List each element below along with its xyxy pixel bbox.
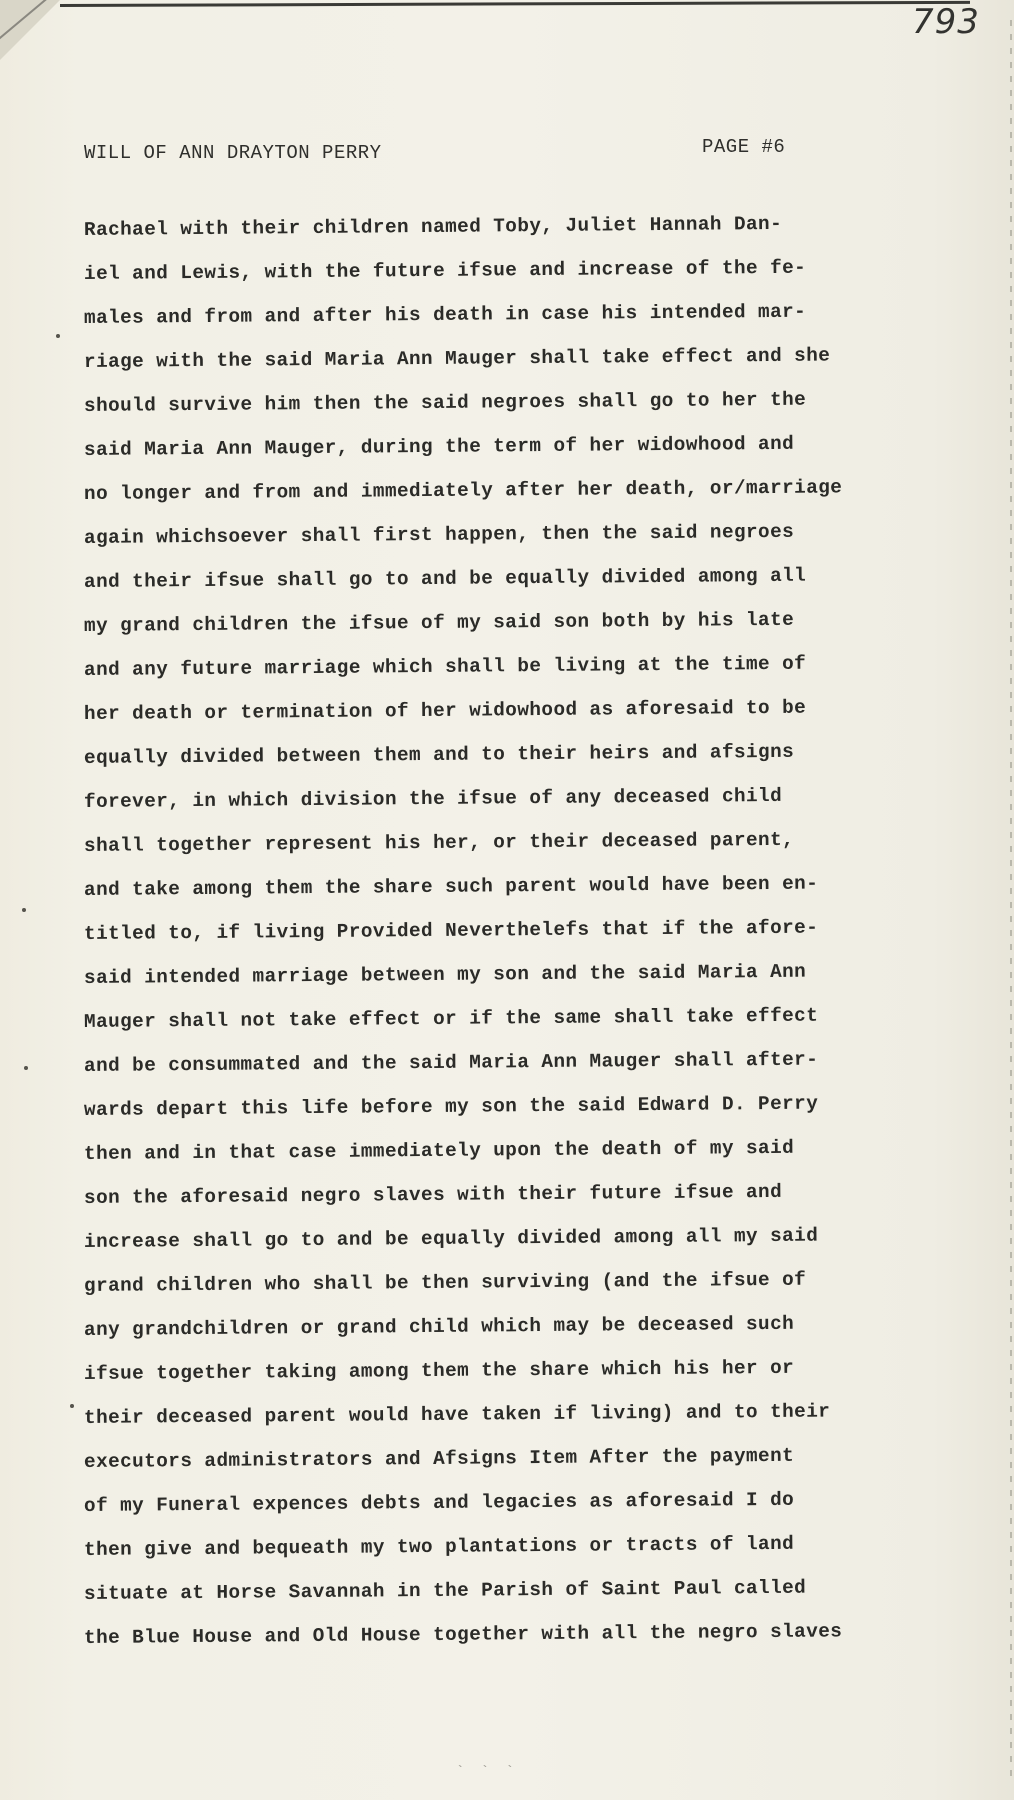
text-line: and any future marriage which shall be living at the time of <box>83 652 807 681</box>
text-line: again whichsoever shall first happen, then the said negroes <box>83 520 795 549</box>
text-line: and their ifsue shall go to and be equally divided among all <box>83 564 807 593</box>
text-line: ifsue together taking among them the share which his her or <box>83 1356 795 1385</box>
margin-mark <box>22 908 26 912</box>
text-line: said intended marriage between my son and the said Maria Ann <box>83 960 807 989</box>
text-line: Rachael with their children named Toby, Juliet Hannah Dan- <box>83 212 783 241</box>
margin-mark <box>70 1404 74 1408</box>
text-line: situate at Horse Savannah in the Parish of Saint Paul called <box>83 1576 807 1605</box>
text-line: then give and bequeath my two plantations or tracts of land <box>83 1532 795 1561</box>
text-line: her death or termination of her widowhood as aforesaid to be <box>83 696 807 725</box>
margin-mark <box>24 1066 28 1070</box>
text-line: said Maria Ann Mauger, during the term of her widowhood and <box>83 432 795 461</box>
text-line: of my Funeral expences debts and legacies as aforesaid I do <box>83 1488 795 1517</box>
top-rule <box>60 1 970 7</box>
text-line: wards depart this life before my son the said Edward D. Perry <box>83 1092 819 1121</box>
document-title: WILL OF ANN DRAYTON PERRY <box>84 142 382 164</box>
footer-marks: ` ` ` <box>456 1764 519 1780</box>
text-line: riage with the said Maria Ann Mauger shall take effect and she <box>83 344 831 373</box>
text-line: the Blue House and Old House together with all the negro slaves <box>83 1620 843 1649</box>
text-line: and take among them the share such parent would have been en- <box>83 872 819 901</box>
text-line: grand children who shall be then surviving (and the ifsue of <box>83 1268 807 1297</box>
text-line: males and from and after his death in case his intended mar- <box>83 300 807 329</box>
text-line: any grandchildren or grand child which may be deceased such <box>83 1312 795 1341</box>
text-line: iel and Lewis, with the future ifsue and increase of the fe- <box>83 256 807 285</box>
text-line: shall together represent his her, or their deceased parent, <box>83 828 795 857</box>
text-line: equally divided between them and to their heirs and afsigns <box>83 740 795 769</box>
text-line: no longer and from and immediately after her death, or/marriage <box>83 476 843 505</box>
page-label: PAGE #6 <box>702 136 786 158</box>
text-line: then and in that case immediately upon the death of my said <box>83 1136 795 1165</box>
text-line: their deceased parent would have taken if living) and to their <box>83 1400 831 1429</box>
body-text <box>84 208 964 1660</box>
page-edge <box>1010 20 1012 1780</box>
text-line: increase shall go to and be equally divided among all my said <box>83 1224 819 1253</box>
text-line: Mauger shall not take effect or if the same shall take effect <box>83 1004 819 1033</box>
text-line: forever, in which division the ifsue of any deceased child <box>83 784 783 813</box>
text-line: should survive him then the said negroes shall go to her the <box>83 388 807 417</box>
text-line: executors administrators and Afsigns Item After the payment <box>83 1444 795 1473</box>
page-number: 793 <box>912 2 980 42</box>
text-line: titled to, if living Provided Neverthelefs that if the afore- <box>83 916 819 945</box>
margin-mark <box>56 334 60 338</box>
text-line: my grand children the ifsue of my said son both by his late <box>83 608 795 637</box>
text-line: and be consummated and the said Maria Ann Mauger shall after- <box>83 1048 819 1077</box>
text-line: son the aforesaid negro slaves with their future ifsue and <box>83 1180 783 1209</box>
